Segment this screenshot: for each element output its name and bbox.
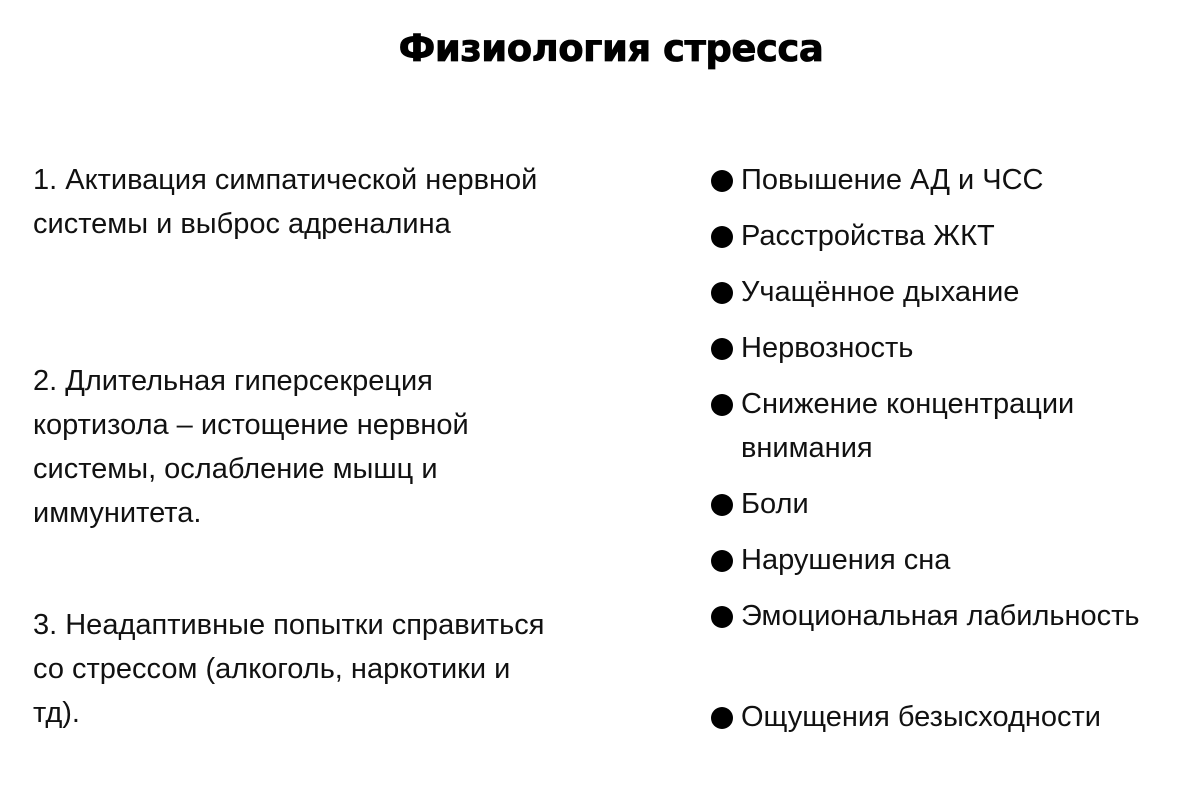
symptom-label: Учащённое дыхание: [741, 276, 1020, 308]
page-title: Физиология стресса: [398, 26, 824, 70]
bullet-dot-icon: [711, 494, 733, 516]
stage-paragraph-2: 2. Длительная гиперсекреция кортизола – истощение нервной системы, ослабление мышц и иммунитета.: [33, 365, 469, 529]
bullet-dot-icon: [711, 394, 733, 416]
symptom-label: Нарушения сна: [741, 544, 951, 576]
symptom-label: Боли: [741, 488, 809, 520]
symptom-label: Повышение АД и ЧСС: [741, 164, 1044, 196]
bullet-dot-icon: [711, 338, 733, 360]
symptom-label: Снижение концентрации внимания: [741, 388, 1075, 464]
bullet-dot-icon: [711, 170, 733, 192]
stage-paragraph-1: 1. Активация симпатической нервной системы и выброс адреналина: [33, 164, 538, 240]
stage-paragraph-3: 3. Неадаптивные попытки справиться со стрессом (алкоголь, наркотики и тд).: [33, 609, 545, 729]
bullet-dot-icon: [711, 707, 733, 729]
symptom-label: Расстройства ЖКТ: [741, 220, 995, 252]
bullet-dot-icon: [711, 550, 733, 572]
symptom-label: Ощущения безысходности: [741, 701, 1102, 733]
symptom-label: Эмоциональная лабильность: [741, 600, 1140, 632]
symptom-label: Нервозность: [741, 332, 914, 364]
bullet-dot-icon: [711, 606, 733, 628]
bullet-dot-icon: [711, 282, 733, 304]
bullet-dot-icon: [711, 226, 733, 248]
